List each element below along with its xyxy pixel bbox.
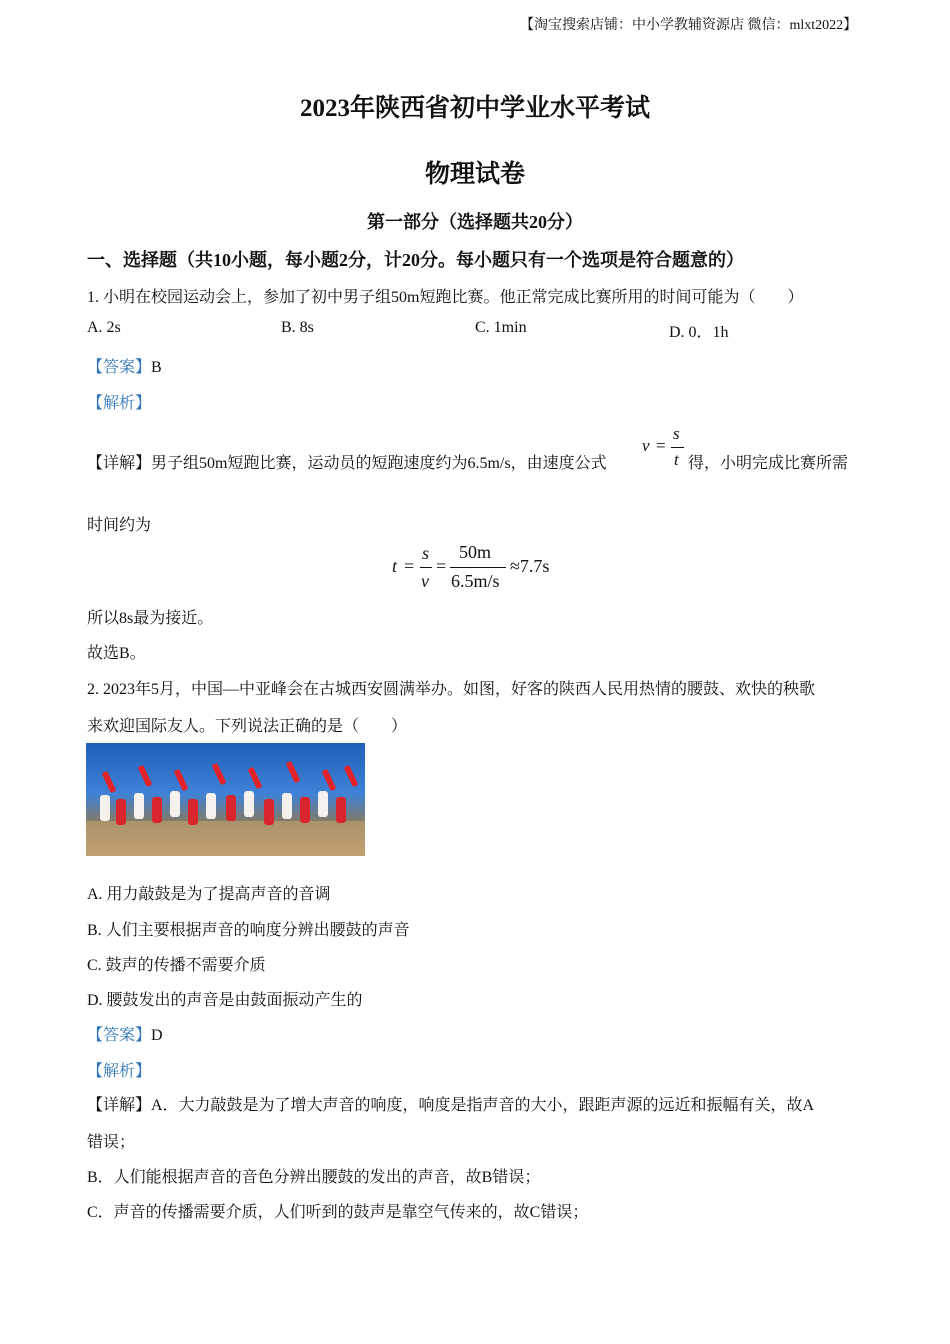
q1-detail-2: 时间约为 [87,517,152,534]
q2-stem-2: 来欢迎国际友人。下列说法正确的是（ ） [87,718,408,735]
q1-stem: 1. 小明在校园运动会上，参加了初中男子组50m短跑比赛。他正常完成比赛所用的时间可能为（ ） [87,289,804,306]
q1-detail-1: 【详解】男子组50m短跑比赛，运动员的短跑速度约为6.5m/s，由速度公式 [87,455,607,472]
q2-detail-a-1: 【详解】A．大力敲鼓是为了增大声音的响度，响度是指声音的大小，跟距声源的远近和振幅有关，故A [87,1097,815,1114]
q1-conclusion: 所以8s最为接近。 [87,610,214,627]
q2-answer [87,1022,163,1045]
q1-answer-value: B [151,359,162,376]
q2-analysis-tag: 【解析】 [87,1063,152,1080]
block-eq1: = [404,556,415,576]
q2-option-a: A. 用力敲鼓是为了提高声音的音调 [87,886,331,903]
q1-answer [87,354,162,377]
block-den1: v [421,571,429,591]
block-eq2: = [436,556,447,576]
q2-option-b: B. 人们主要根据声音的响度分辨出腰鼓的声音 [87,922,410,939]
block-den2: 6.5m/s [451,571,500,591]
q2-option-c: C. 鼓声的传播不需要介质 [87,957,266,974]
q1-detail-1-end: 得，小明完成比赛所需 [688,455,849,472]
q1-analysis-tag: 【解析】 [87,395,152,412]
q2-detail-c: C．声音的传播需要介质，人们听到的鼓声是靠空气传来的，故C错误； [87,1204,589,1221]
formula-lhs: v [642,436,650,455]
header-note: 【淘宝搜索店铺：中小学教辅资源店 微信：mlxt2022】 [520,18,858,33]
q1-formula-inline [642,424,686,472]
section-heading: 一、选择题（共10小题，每小题2分，计20分。每小题只有一个选项是符合题意的） [87,250,744,270]
block-approx: ≈7.7s [510,556,550,576]
q1-option-c: C. 1min [475,319,527,336]
q2-stem-1: 2. 2023年5月，中国—中亚峰会在古城西安圆满举办。如图，好客的陕西人民用热情的腰鼓、欢快的秧歌 [87,681,816,698]
q1-option-d: D. 0．1h [669,324,729,341]
q1-formula-block [392,540,572,592]
block-num1: s [422,543,430,563]
part-title: 第一部分（选择题共20分） [367,212,583,232]
q1-answer-tag: 【答案】 [87,359,152,376]
block-num2: 50m [459,542,492,562]
exam-title: 2023年陕西省初中学业水平考试 [299,95,650,122]
q2-answer-value: D [151,1027,163,1044]
q2-detail-a-2: 错误； [87,1134,136,1151]
formula-den: t [674,450,679,469]
exam-subtitle: 物理试卷 [424,161,525,188]
q2-detail-b: B．人们能根据声音的音色分辨出腰鼓的发出的声音，故B错误； [87,1169,541,1186]
q2-answer-tag: 【答案】 [87,1027,152,1044]
formula-num: s [673,424,680,443]
q1-option-b: B. 8s [281,319,314,336]
formula-eq: = [656,436,666,455]
block-lhs: t [392,556,398,576]
q1-option-a: A. 2s [87,319,121,336]
q1-choice: 故选B。 [87,645,146,662]
waist-drum-dance-photo [86,743,365,856]
q2-option-d: D. 腰鼓发出的声音是由鼓面振动产生的 [87,992,363,1009]
